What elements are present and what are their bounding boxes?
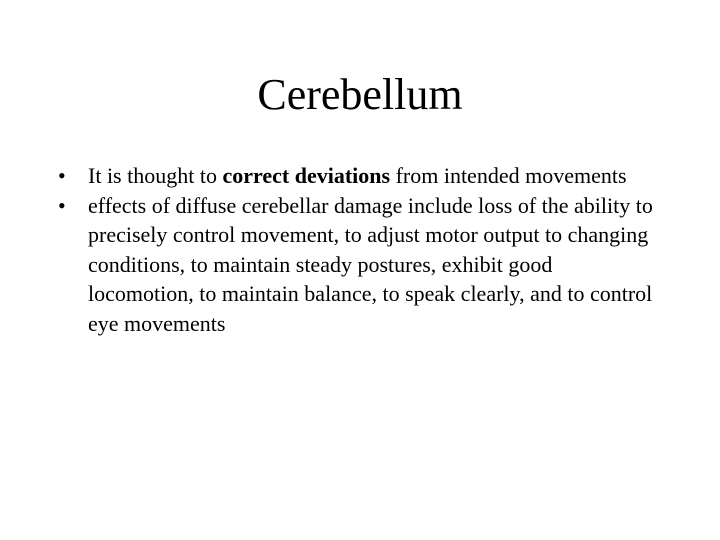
bullet-text [88, 163, 627, 188]
bullet-item [54, 161, 654, 191]
bullet-text-pre: It is thought to [88, 163, 223, 188]
bullet-item [54, 191, 654, 339]
bullet-dot-icon: • [58, 192, 66, 218]
bullet-text-post: from intended movements [390, 163, 627, 188]
slide-title: Cerebellum [257, 70, 463, 119]
bullet-dot-icon: • [58, 163, 66, 188]
bullet-text: effects of diffuse cerebellar damage include loss of the ability to precisely control movement, to adjust motor output to changing conditions, to maintain steady postures, exhibit good locomotion, to maintain balance, to speak clearly, and to control eye movements [88, 192, 653, 336]
bullet-list [54, 161, 654, 338]
bullet-text-bold: correct deviations [222, 163, 391, 188]
